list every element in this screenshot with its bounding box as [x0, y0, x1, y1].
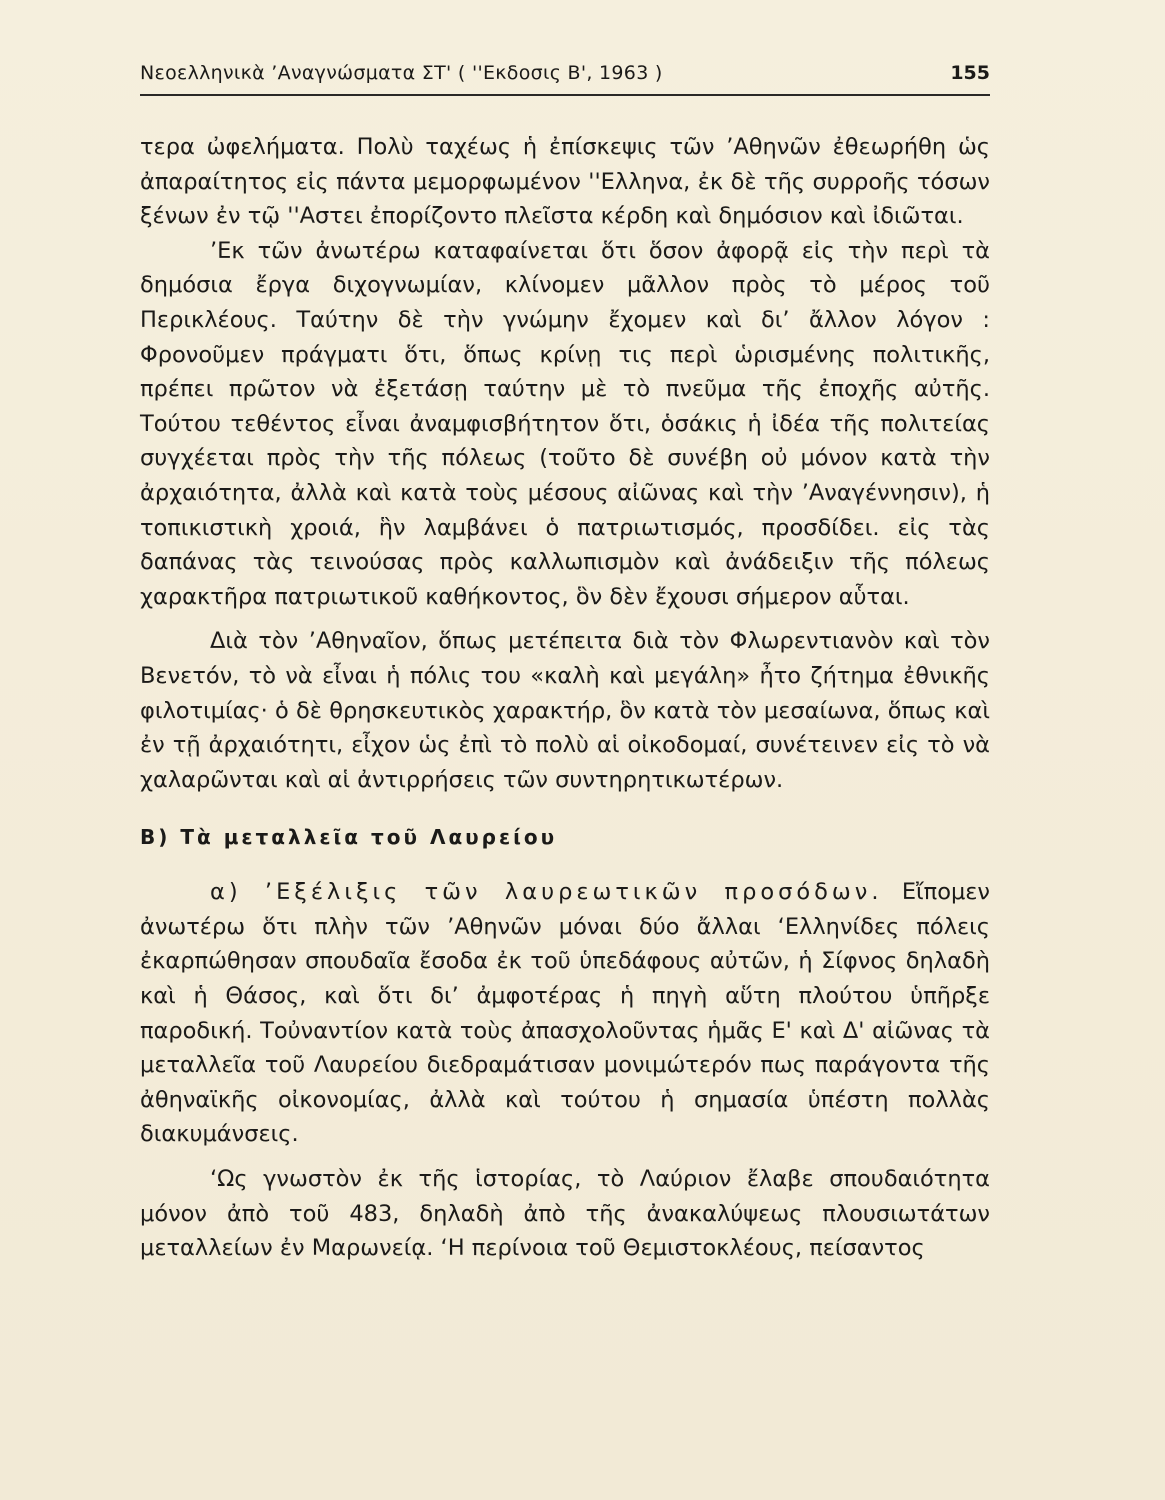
running-title: Νεοελληνικὰ ’Αναγνώσματα ΣΤ' ( ''Εκδοσις Β', 1963 ) [140, 62, 663, 84]
paragraph-5: ‘Ως γνωστὸν ἐκ τῆς ἱστορίας, τὸ Λαύριον ἔλαβε σπουδαιότητα μόνον ἀπὸ τοῦ 483, δηλαδὴ ἀπὸ τῆς ἀνακαλύψεως πλουσιωτάτων μεταλλείων ἐν Μαρωνείᾳ. ‘Η περίνοια τοῦ Θεμιστοκλέους, πείσαντος [140, 1166, 990, 1262]
section-title: Β) Τὰ μεταλλεῖα τοῦ Λαυρείου [140, 825, 558, 850]
subsection-label: α) ’Εξέλιξις τῶν λαυρεωτικῶν προσόδων. [210, 879, 883, 906]
subsection-block [140, 875, 990, 1152]
paragraph-3: Διὰ τὸν ’Αθηναῖον, ὅπως μετέπειτα διὰ τὸν Φλωρεντιανὸν καὶ τὸν Βενετόν, τὸ νὰ εἶναι ἡ πόλις του «καλὴ καὶ μεγάλη» ἦτο ζήτημα ἐθνικῆς φιλοτιμίας· ὁ δὲ θρησκευτικὸς χαρακτήρ, ὃν κατὰ τὸν μεσαίωνα, ὅπως καὶ ἐν τῇ ἀρχαιότητι, εἶχον ὡς ἐπὶ τὸ πολὺ αἱ οἰκοδομαί, συνέτεινεν εἰς τὸ νὰ χαλαρῶνται καὶ αἱ ἀντιρρήσεις τῶν συντηρητικωτέρων. [140, 628, 990, 793]
paragraph-4: Εἴπομεν ἀνωτέρω ὅτι πλὴν τῶν ’Αθηνῶν μόναι δύο ἄλλαι ‘Ελληνίδες πόλεις ἐκαρπώθησαν σπουδαῖα ἔσοδα ἐκ τοῦ ὑπεδάφους αὐτῶν, ἡ Σίφνος δηλαδὴ καὶ ἡ Θάσος, καὶ ὅτι δι’ ἀμφοτέρας ἡ πηγὴ αὕτη πλούτου ὑπῆρξε παροδική. Τοὐναντίον κατὰ τοὺς ἀπασχολοῦντας ἡμᾶς Ε' καὶ Δ' αἰῶνας τὰ μεταλλεῖα τοῦ Λαυρείου διεδραμάτισαν μονιμώτερόν πως παράγοντα τῆς ἀθηναϊκῆς οἰκονομίας, ἀλλὰ καὶ τούτου ἡ σημασία ὑπέστη πολλὰς διακυμάνσεις. [140, 879, 990, 1148]
page-body [140, 130, 990, 1266]
page-header [140, 58, 990, 96]
paragraph-2: ’Εκ τῶν ἀνωτέρω καταφαίνεται ὅτι ὅσον ἀφορᾷ εἰς τὴν περὶ τὰ δημόσια ἔργα διχογνωμίαν, κλίνομεν μᾶλλον πρὸς τὸ μέρος τοῦ Περικλέους. Ταύτην δὲ τὴν γνώμην ἔχομεν καὶ δι’ ἄλλον λόγον : Φρονοῦμεν πράγματι ὅτι, ὅπως κρίνῃ τις περὶ ὡρισμένης πολιτικῆς, πρέπει πρῶτον νὰ ἐξετάσῃ ταύτην μὲ τὸ πνεῦμα τῆς ἐποχῆς αὐτῆς. Τούτου τεθέντος εἶναι ἀναμφισβήτητον ὅτι, ὁσάκις ἡ ἰδέα τῆς πολιτείας συγχέεται πρὸς τὴν τῆς πόλεως (τοῦτο δὲ συνέβη οὐ μόνον κατὰ τὴν ἀρχαιότητα, ἀλλὰ καὶ κατὰ τοὺς μέσους αἰῶνας καὶ τὴν ’Αναγέννησιν), ἡ τοπικιστικὴ χροιά, ἣν λαμβάνει ὁ πατριωτισμός, προσδίδει. εἰς τὰς δαπάνας τὰς τεινούσας πρὸς καλλωπισμὸν καὶ ἀνάδειξιν τῆς πόλεως χαρακτῆρα πατριωτικοῦ καθήκοντος, ὃν δὲν ἔχουσι σήμερον αὗται. [140, 237, 990, 610]
paragraph-1: τερα ὠφελήματα. Πολὺ ταχέως ἡ ἐπίσκεψις τῶν ’Αθηνῶν ἐθεωρήθη ὡς ἀπαραίτητος εἰς πάντα μεμορφωμένον ''Ελληνα, ἐκ δὲ τῆς συρροῆς τόσων ξένων ἐν τῷ ''Αστει ἐπορίζοντο πλεῖστα κέρδη καὶ δημόσιον καὶ ἰδιῶται. [140, 134, 990, 230]
page-number: 155 [950, 62, 990, 84]
